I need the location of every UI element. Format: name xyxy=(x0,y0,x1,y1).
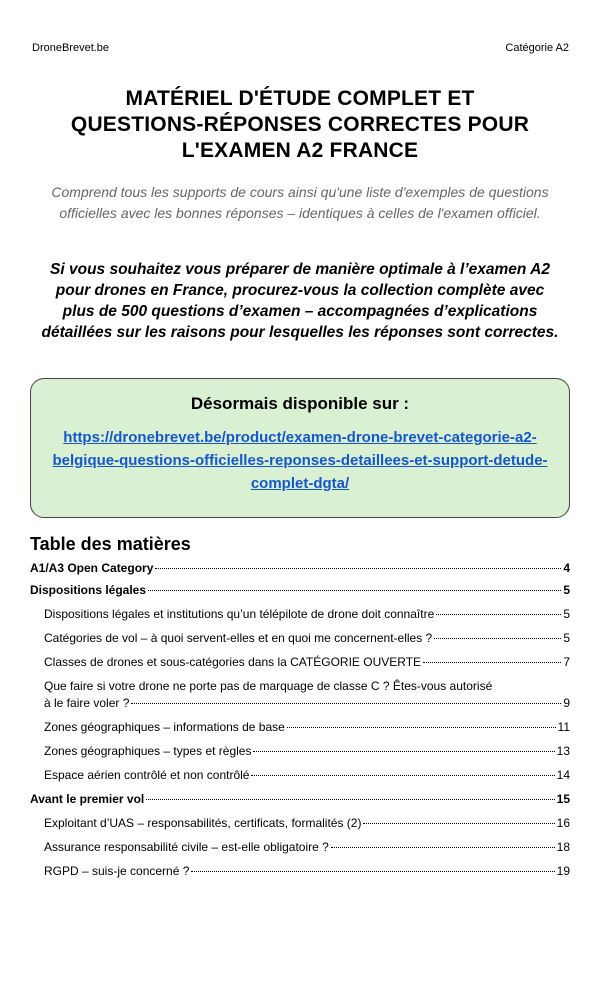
toc-entry[interactable] xyxy=(30,561,570,575)
toc-entry-page: 13 xyxy=(556,744,570,758)
toc-entry-text: A1/A3 Open Category xyxy=(30,561,154,575)
toc-leader xyxy=(148,590,561,591)
toc-entry-text: Dispositions légales et institutions qu’un télépilote de drone doit connaître xyxy=(44,607,435,621)
toc-entry[interactable] xyxy=(30,583,570,597)
intro-paragraph: Si vous souhaitez vous préparer de manière optimale à l’examen A2 pour drones en France, procurez-vous la collection complète avec plus de 500 questions d’examen – accompagnées d’explications détaillées sur les raisons pour lesquelles les réponses sont correctes. xyxy=(41,261,559,341)
toc-entry[interactable] xyxy=(30,655,570,669)
document-subtitle: Comprend tous les supports de cours ainsi qu'une liste d'exemples de questions officielles avec les bonnes réponses – identiques à celles de l'examen officiel. xyxy=(51,184,549,221)
header-category: Catégorie A2 xyxy=(505,42,569,54)
toc-entry[interactable] xyxy=(30,744,570,758)
toc-entry-page: 5 xyxy=(563,631,570,645)
document-title xyxy=(20,86,580,164)
availability-box xyxy=(30,378,570,518)
toc-entry[interactable] xyxy=(30,607,570,621)
toc-entry-page: 19 xyxy=(556,864,570,878)
toc-entry[interactable] xyxy=(30,720,570,734)
toc-entry[interactable] xyxy=(30,816,570,830)
toc-entry-text: RGPD – suis-je concerné ? xyxy=(44,864,190,878)
toc-leader xyxy=(146,799,554,800)
toc-entry-page: 5 xyxy=(563,607,570,621)
toc-entry-text: Classes de drones et sous-catégories dans la CATÉGORIE OUVERTE xyxy=(44,655,422,669)
header-site-name: DroneBrevet.be xyxy=(32,42,110,54)
toc-entry[interactable] xyxy=(30,840,570,854)
toc-entry[interactable] xyxy=(30,631,570,645)
toc-entry-text: Dispositions légales xyxy=(30,583,147,597)
toc-entry-page: 5 xyxy=(563,583,570,597)
toc-leader xyxy=(331,847,555,848)
toc-entry-text: Avant le premier vol xyxy=(30,792,145,806)
toc-leader xyxy=(434,638,561,639)
toc-entry-text: Espace aérien contrôlé et non contrôlé xyxy=(44,768,250,782)
toc-leader xyxy=(363,823,554,824)
toc-title: Table des matières xyxy=(30,534,191,554)
product-link[interactable]: https://dronebrevet.be/product/examen-drone-brevet-categorie-a2-belgique-questions-officielles-reponses-detaillees-et-support-detude-complet-dgta/ xyxy=(52,429,548,492)
toc-entry[interactable] xyxy=(30,679,570,710)
toc-leader xyxy=(287,727,556,728)
toc-leader xyxy=(191,871,554,872)
toc-leader xyxy=(253,751,554,752)
toc-entry-page: 11 xyxy=(557,720,570,734)
toc-entry-text: Catégories de vol – à quoi servent-elles et en quoi me concernent-elles ? xyxy=(44,631,433,645)
title-line-2: QUESTIONS-RÉPONSES CORRECTES POUR xyxy=(70,113,530,136)
toc-leader xyxy=(155,568,561,569)
toc-entry-text: Zones géographiques – informations de base xyxy=(44,720,285,734)
toc-entry-page: 16 xyxy=(556,816,570,830)
toc-entry-page: 18 xyxy=(556,840,570,854)
toc-entry-text: Assurance responsabilité civile – est-elle obligatoire ? xyxy=(44,840,329,854)
toc-entry-text: Que faire si votre drone ne porte pas de marquage de classe C ? Êtes-vous autorisé xyxy=(44,679,493,693)
title-line-3: L'EXAMEN A2 FRANCE xyxy=(181,139,419,162)
toc-entry-page: 7 xyxy=(563,655,570,669)
toc-leader xyxy=(436,614,561,615)
toc-entry[interactable] xyxy=(30,864,570,878)
toc-entry[interactable] xyxy=(30,792,570,806)
toc-leader xyxy=(423,662,561,663)
toc-entry-text: Exploitant d’UAS – responsabilités, certificats, formalités (2) xyxy=(44,816,362,830)
toc-entry-page: 14 xyxy=(556,768,570,782)
table-of-contents xyxy=(30,560,570,878)
toc-entry-text: Zones géographiques – types et règles xyxy=(44,744,252,758)
toc-entry-page: 4 xyxy=(563,561,570,575)
toc-entry[interactable] xyxy=(30,768,570,782)
toc-leader xyxy=(131,703,561,704)
availability-heading: Désormais disponible sur : xyxy=(190,394,410,413)
toc-entry-text-continued: à le faire voler ? xyxy=(44,696,130,710)
toc-entry-page: 9 xyxy=(563,696,570,710)
title-line-1: MATÉRIEL D'ÉTUDE COMPLET ET xyxy=(125,87,475,110)
toc-leader xyxy=(251,775,554,776)
toc-entry-page: 15 xyxy=(556,792,570,806)
